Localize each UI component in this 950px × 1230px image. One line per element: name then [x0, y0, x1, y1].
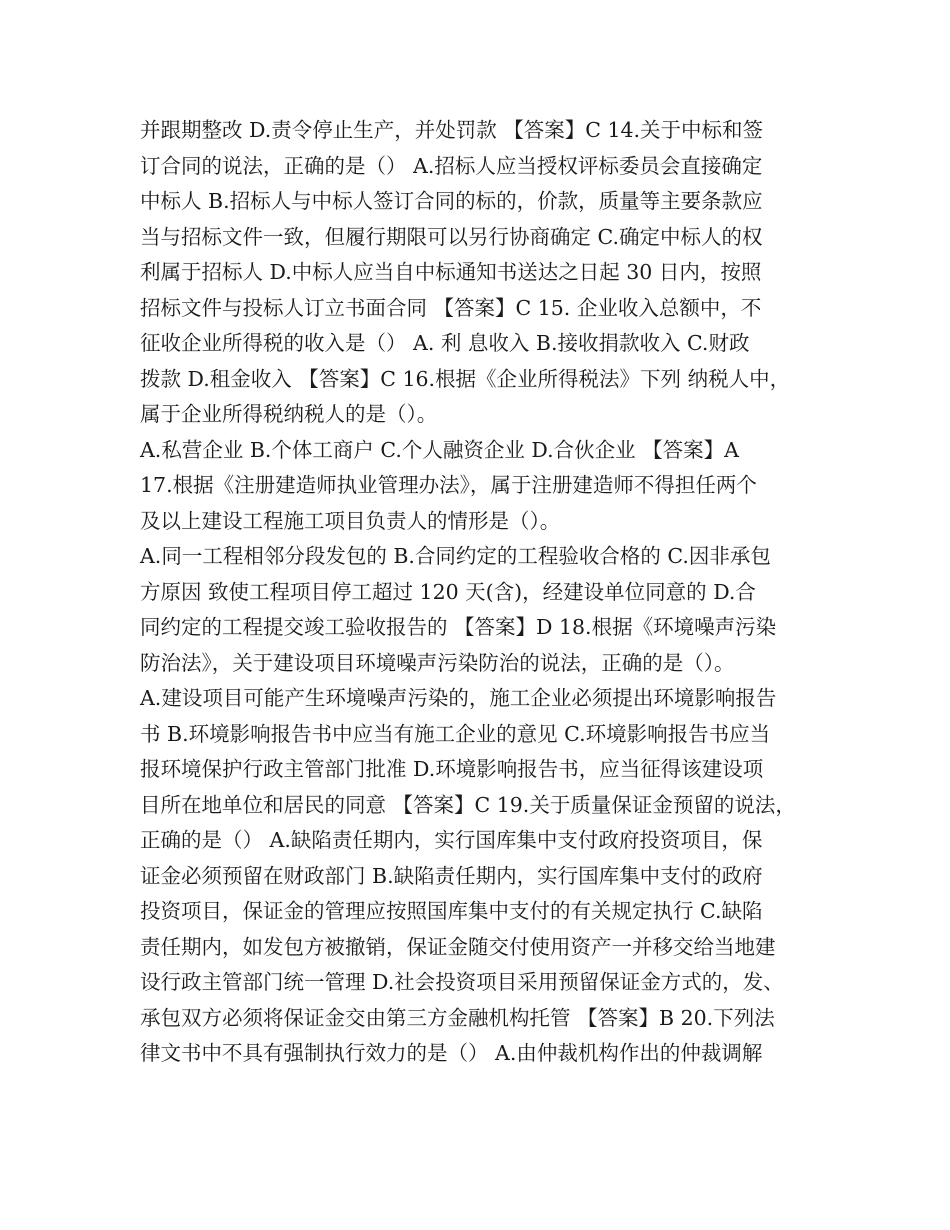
- text-line: 书 B.环境影响报告书中应当有施工企业的意见 C.环境影响报告书应当: [140, 721, 771, 746]
- text-line: 投资项目，保证金的管理应按照国库集中支付的有关规定执行 C.缺陷: [140, 899, 763, 923]
- text-line: 属于企业所得税纳税人的是（）。: [140, 402, 438, 426]
- text-line: 同约定的工程提交竣工验收报告的 【答案】D 18.根据《环境噪声污染: [140, 615, 777, 639]
- text-line: 目所在地单位和居民的同意 【答案】C 19.关于质量保证金预留的说法，: [140, 792, 796, 817]
- text-line: 订合同的说法，正确的是（） A.招标人应当授权评标委员会直接确定: [140, 153, 763, 178]
- text-line: 招标文件与投标人订立书面合同 【答案】C 15. 企业收入总额中，不: [140, 295, 762, 320]
- text-line: A.私营企业 B.个体工商户 C.个人融资企业 D.合伙企业 【答案】A: [140, 437, 739, 462]
- text-line: 设行政主管部门统一管理 D.社会投资项目采用预留保证金方式的，发、: [140, 970, 784, 994]
- text-line: 承包双方必须将保证金交由第三方金融机构托管 【答案】B 20.下列法: [140, 1005, 775, 1030]
- text-line: 及以上建设工程施工项目负责人的情形是（）。: [140, 508, 561, 533]
- text-line: 征收企业所得税的收入是（） A. 利 息收入 B.接收捐款收入 C.财政: [140, 331, 750, 355]
- text-line: 拨款 D.租金收入 【答案】C 16.根据《企业所得税法》下列 纳税人中，: [140, 366, 791, 391]
- text-line: 并跟期整改 D.责令停止生产，并处罚款 【答案】C 14.关于中标和签: [140, 118, 764, 142]
- text-line: 正确的是（） A.缺陷责任期内，实行国库集中支付政府投资项目，保: [140, 828, 763, 852]
- body-text: [140, 113, 830, 1072]
- text-line: 防治法》，关于建设项目环境噪声污染防治的说法，正确的是（）。: [140, 650, 735, 675]
- text-line: 证金必须预留在财政部门 B.缺陷责任期内，实行国库集中支付的政府: [140, 863, 763, 888]
- text-line: A.建设项目可能产生环境噪声污染的，施工企业必须提出环境影响报告: [140, 686, 777, 710]
- text-line: 当与招标文件一致，但履行期限可以另行协商确定 C.确定中标人的权: [140, 224, 763, 249]
- text-line: 责任期内，如发包方被撤销，保证金随交付使用资产一并移交给当地建: [140, 934, 776, 959]
- text-line: 利属于招标人 D.中标人应当自中标通知书送达之日起 30 日内，按照: [140, 260, 762, 284]
- text-line: 方原因 致使工程项目停工超过 120 天(含)，经建设单位同意的 D.合: [140, 579, 756, 604]
- text-line: A.同一工程相邻分段发包的 B.合同约定的工程验收合格的 C.因非承包: [140, 544, 771, 568]
- text-line: 报环境保护行政主管部门批准 D.环境影响报告书，应当征得该建设项: [140, 757, 764, 781]
- text-line: 中标人 B.招标人与中标人签订合同的标的，价款，质量等主要条款应: [140, 189, 763, 213]
- text-line: 律文书中不具有强制执行效力的是（） A.由仲裁机构作出的仲裁调解: [140, 1041, 763, 1065]
- text-line: 17.根据《注册建造师执业管理办法》，属于注册建造师不得担任两个: [140, 473, 757, 497]
